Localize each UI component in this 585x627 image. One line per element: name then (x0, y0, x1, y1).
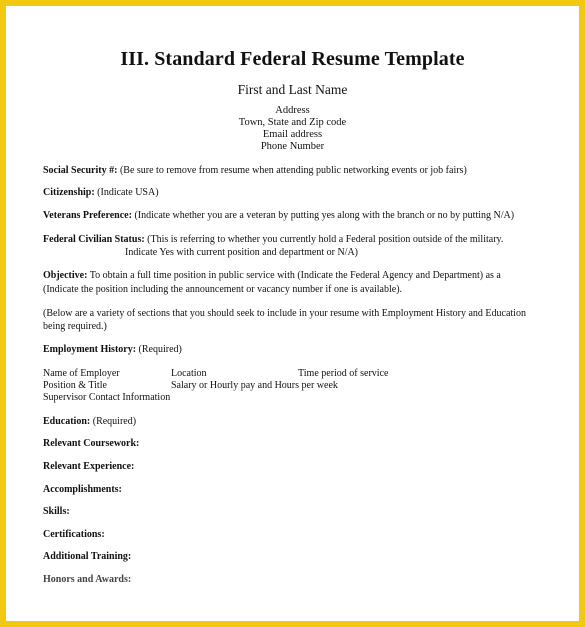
veterans-text: (Indicate whether you are a veteran by putting yes along with the branch or no by putting N/A) (131, 210, 515, 221)
relevant-coursework-heading: Relevant Coursework: (43, 438, 140, 449)
below-note-line-1: (Below are a variety of sections that you should seek to include in your resume with Employment History and Education (43, 308, 526, 319)
contact-address: Address (275, 105, 310, 116)
veterans-line (43, 210, 514, 221)
federal-line (43, 234, 503, 245)
objective-line (43, 270, 501, 281)
federal-label: Federal Civilian Status: (43, 234, 145, 245)
federal-line-2: Indicate Yes with current position and department or N/A) (125, 247, 359, 258)
salary-field: Salary or Hourly pay and Hours per week (171, 380, 338, 391)
honors-awards-heading: Honors and Awards: (43, 574, 132, 585)
applicant-name: First and Last Name (237, 82, 348, 97)
relevant-experience-heading: Relevant Experience: (43, 461, 135, 472)
document-title: III. Standard Federal Resume Template (120, 48, 465, 70)
education-label: Education: (43, 416, 91, 427)
objective-text: To obtain a full time position in public service with (Indicate the Federal Agency and Department) as a (87, 270, 501, 281)
contact-phone: Phone Number (260, 141, 325, 152)
additional-training-heading: Additional Training: (43, 551, 132, 562)
document-page (6, 6, 579, 621)
citizenship-line (43, 187, 159, 198)
skills-heading: Skills: (43, 506, 70, 517)
ssn-text: (Be sure to remove from resume when attending public networking events or job fairs) (117, 165, 467, 176)
federal-text: (This is referring to whether you currently hold a Federal position outside of the military. (144, 234, 504, 245)
veterans-label: Veterans Preference: (43, 210, 132, 221)
contact-email: Email address (262, 129, 323, 140)
objective-label: Objective: (43, 270, 88, 281)
employer-field: Name of Employer (43, 368, 120, 379)
employment-line (43, 344, 182, 355)
citizenship-text: (Indicate USA) (94, 187, 159, 198)
ssn-line (43, 165, 467, 176)
certifications-heading: Certifications: (43, 529, 105, 540)
objective-line-2: (Indicate the position including the announcement or vacancy number if one is available). (43, 284, 403, 295)
time-period-field: Time period of service (298, 368, 389, 379)
citizenship-label: Citizenship: (43, 187, 95, 198)
location-field: Location (171, 368, 207, 379)
education-text: (Required) (90, 416, 137, 427)
education-line (43, 416, 136, 427)
employment-label: Employment History: (43, 344, 137, 355)
accomplishments-heading: Accomplishments: (43, 484, 122, 495)
contact-town: Town, State and Zip code (238, 117, 347, 128)
ssn-label: Social Security #: (43, 165, 118, 176)
below-note-line-2: being required.) (43, 321, 107, 332)
employment-text: (Required) (136, 344, 182, 355)
position-field: Position & Title (43, 380, 107, 391)
supervisor-field: Supervisor Contact Information (43, 392, 171, 403)
